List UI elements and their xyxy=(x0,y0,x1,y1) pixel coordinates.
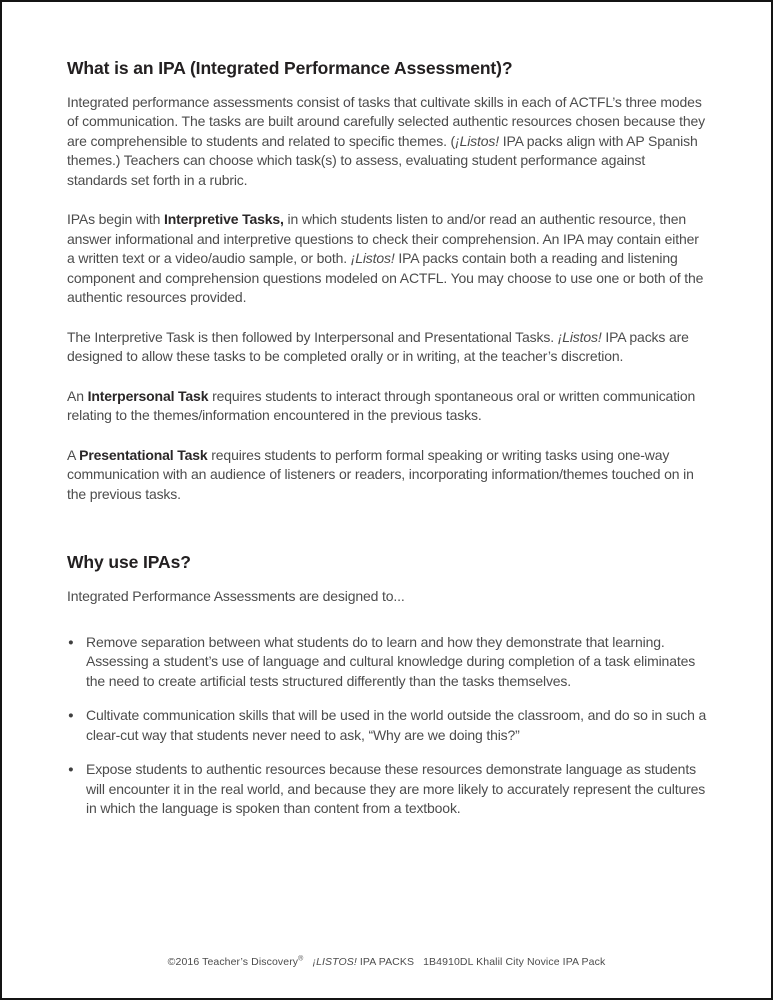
paragraph xyxy=(67,446,707,505)
page-footer xyxy=(2,956,771,968)
bullet-item xyxy=(67,633,707,692)
section-body-why-use-ipas xyxy=(67,587,707,607)
bold-text-run: Presentational Task xyxy=(79,446,208,463)
section-why-use-ipas xyxy=(67,552,707,818)
section-body-what-is-ipa xyxy=(67,93,707,505)
italic-text-run: ¡Listos! xyxy=(350,250,395,267)
text-run: IPA PACKS 1B4910DL Khalil City Novice IPA Pack xyxy=(356,956,606,968)
text-run: requires students to interact through spontaneous oral or written communication relating to the themes/information encountered in the previous tasks. xyxy=(67,387,696,424)
italic-text-run: ¡LISTOS! xyxy=(312,956,357,968)
text-run: Cultivate communication skills that will be used in the world outside the classroom, and do so in such a clear-cut way that students never need to ask, “Why are we doing this?” xyxy=(86,707,707,743)
paragraph xyxy=(67,93,707,191)
bold-text-run: Interpretive Tasks, xyxy=(163,211,284,228)
text-run: Remove separation between what students do to learn and how they demonstrate that learning. Assessing a student’s use of language and cultural knowledge during completion of a task eliminates the need to create artificial tests structured differently than the tasks themselves. xyxy=(86,633,696,689)
paragraph xyxy=(67,210,707,308)
section-what-is-ipa xyxy=(67,58,707,504)
section-heading-why-use-ipas: Why use IPAs? xyxy=(67,552,191,573)
text-run: IPA packs contain both a reading and listening component and comprehension questions modeled on ACTFL. You may choose to use one or both of the authentic resources provided. xyxy=(67,250,704,306)
bullet-item xyxy=(67,706,707,745)
text-run: The Interpretive Task is then followed by Interpersonal and Presentational Tasks. xyxy=(67,328,558,345)
text-run: ©2016 Teacher’s Discovery xyxy=(167,956,299,968)
text-run: Integrated Performance Assessments are designed to... xyxy=(67,588,405,605)
text-run: Integrated performance assessments consist of tasks that cultivate skills in each of ACTFL’s three modes of communication. The tasks are built around carefully selected authentic resources chosen because they are comprehensible to students and related to specific themes. ( xyxy=(67,93,705,149)
paragraph xyxy=(67,328,707,367)
text-run: IPA packs are designed to allow these tasks to be completed orally or in writing, at the teacher’s discretion. xyxy=(67,328,689,365)
text-run: in which students listen to and/or read an authentic resource, then answer informational and interpretive questions to check their comprehension. An IPA may contain either a written text or a video/audio sample, or both. xyxy=(67,211,699,267)
text-run: ® xyxy=(298,955,304,963)
text-run: IPAs begin with xyxy=(67,211,164,228)
text-run: An xyxy=(67,387,88,404)
bold-text-run: Interpersonal Task xyxy=(87,387,209,404)
paragraph xyxy=(67,587,707,607)
section-heading-what-is-ipa: What is an IPA (Integrated Performance Assessment)? xyxy=(67,58,513,78)
italic-text-run: ¡Listos! xyxy=(455,132,499,149)
italic-text-run: ¡Listos! xyxy=(557,328,602,345)
page-content xyxy=(2,2,771,819)
benefits-bullet-list xyxy=(67,633,707,819)
text-run: requires students to perform formal speaking or writing tasks using one-way communication with an audience of listeners or readers, incorporating information/themes touched on in the previous tasks. xyxy=(67,446,694,502)
paragraph xyxy=(67,387,707,426)
text-run: IPA packs align with AP Spanish themes.) Teachers can choose which task(s) to assess, evaluating student performance against standards set forth in a rubric. xyxy=(67,132,698,188)
text-run: Expose students to authentic resources because these resources demonstrate language as students will encounter it in the real world, and because they are more likely to accurately represent the cultures in which the language is spoken than content from a textbook. xyxy=(86,761,706,817)
text-run: A xyxy=(67,446,80,463)
bullet-item xyxy=(67,760,707,819)
